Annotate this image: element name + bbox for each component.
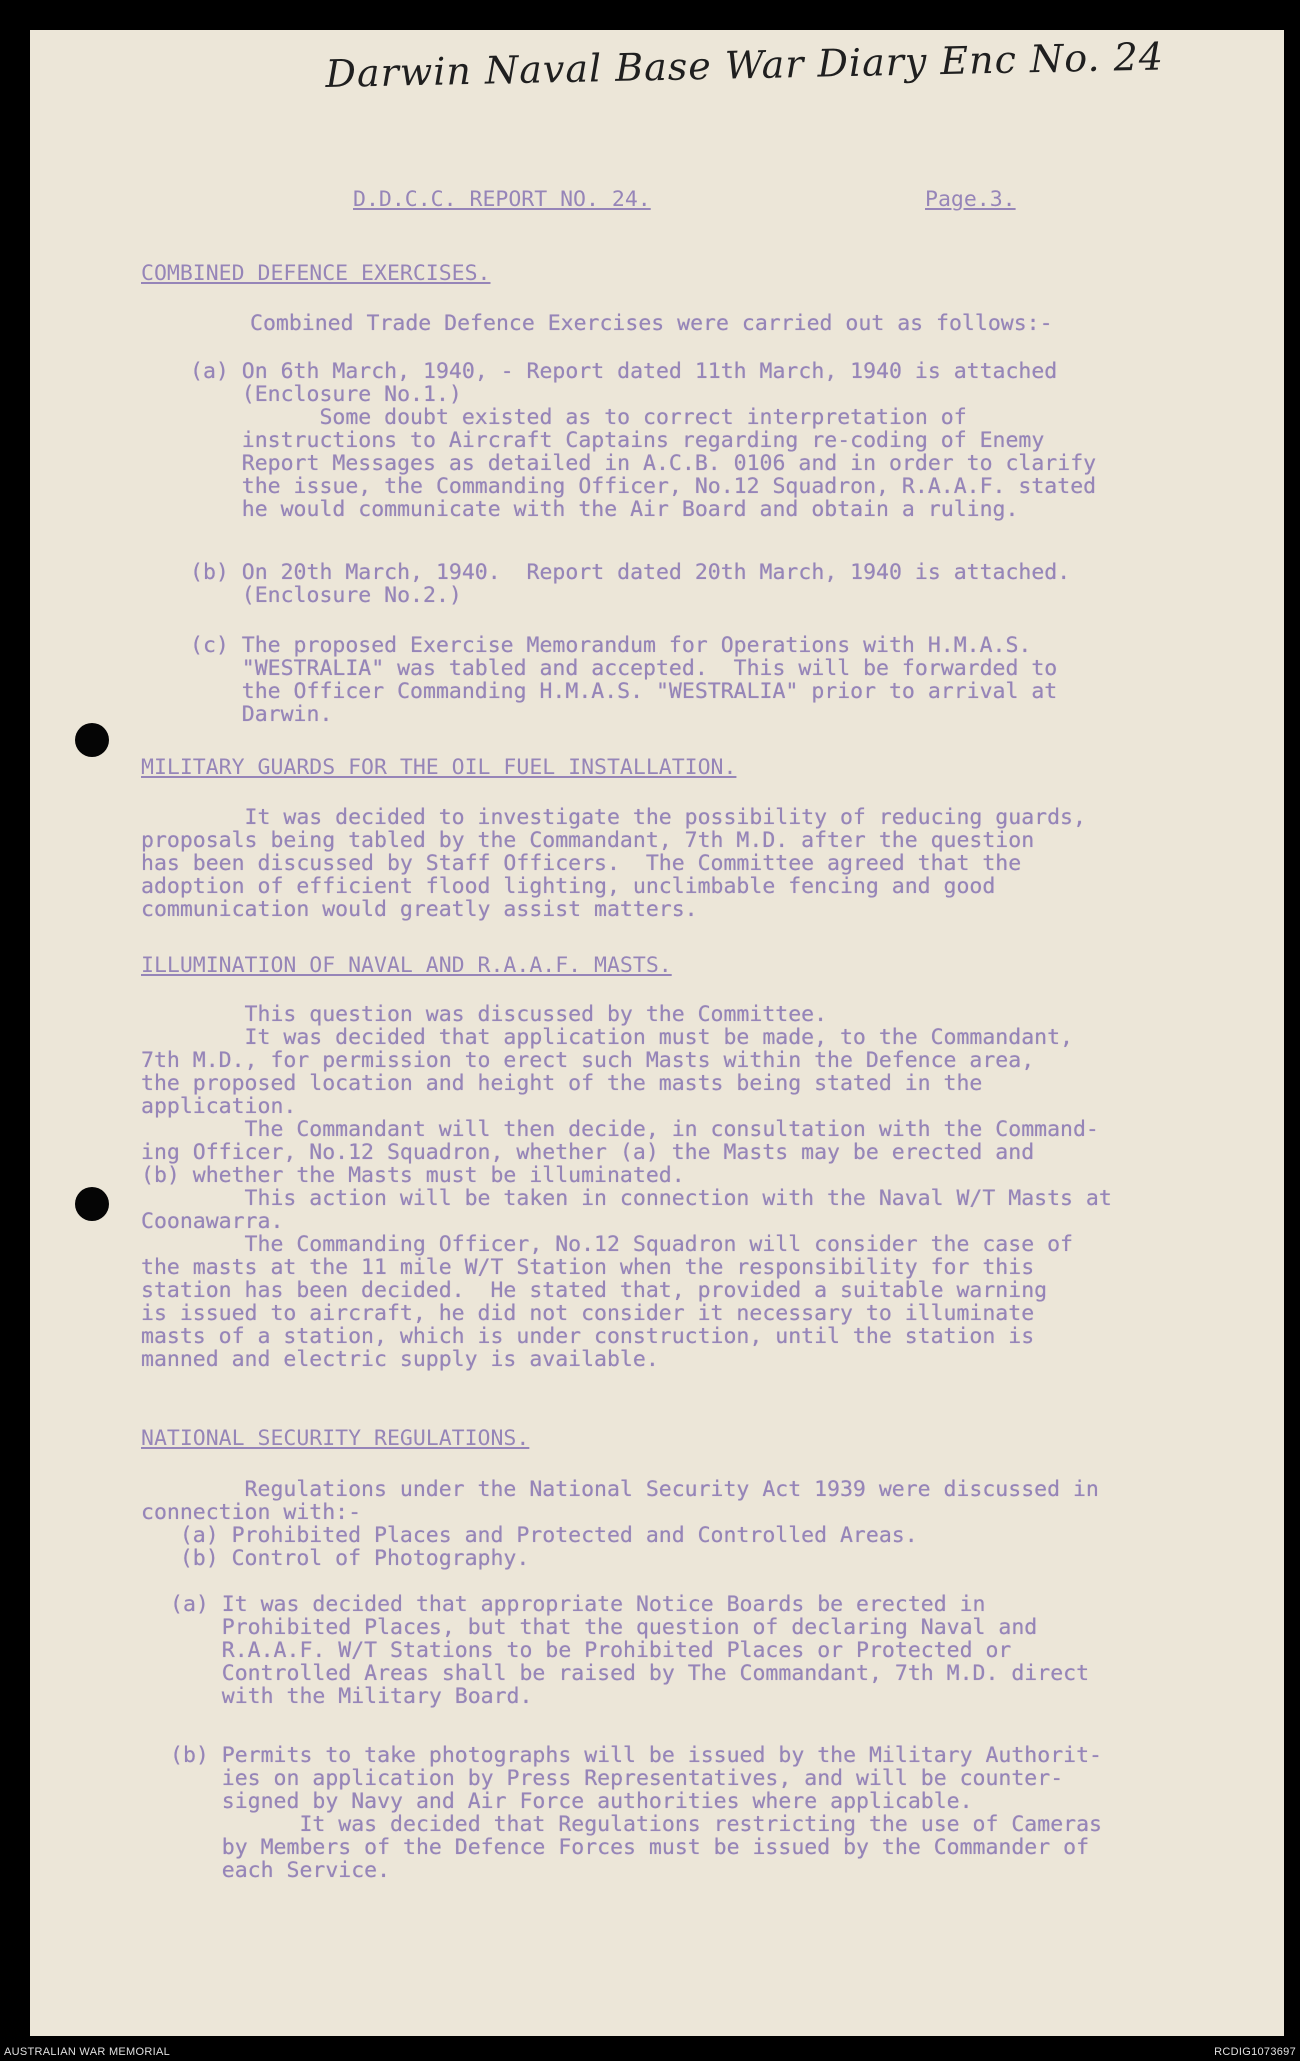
combined-intro: Combined Trade Defence Exercises were carried out as follows:- (250, 311, 1053, 336)
section-heading-military: MILITARY GUARDS FOR THE OIL FUEL INSTALLATION. (141, 755, 737, 780)
illumination-body: This question was discussed by the Committee. It was decided that application must be made, to the Commandant, 7th M.D., for permission to erect such Masts within the Defence area, the proposed location and height of the masts being stated in the application. The Commandant will then decide, in consultation with the Command- ing Officer, No.12 Squadron, whether (a) the Masts may be erected and (b) whether the Masts must be illuminated. This action will be taken in connection with the Naval W/T Masts at Coonawarra. The Commanding Officer, No.12 Squadron will consider the case of the masts at the 11 mile W/T Station when the responsibility for this station has been decided. He stated that, provided a suitable warning is issued to aircraft, he did not consider it necessary to illuminate masts of a station, which is under construction, until the station is manned and electric supply is available. (141, 1002, 1112, 1372)
section-heading-national: NATIONAL SECURITY REGULATIONS. (141, 1426, 530, 1451)
combined-item-b: (b) On 20th March, 1940. Report dated 20th March, 1940 is attached. (Enclosure No.2.) (190, 560, 1071, 608)
military-body: It was decided to investigate the possibility of reducing guards, proposals being tabled by the Commandant, 7th M.D. after the question has been discussed by Staff Officers. The Committee agreed that the adoption of efficient flood lighting, unclimbable fencing and good communication would greatly assist matters. (141, 805, 1086, 922)
national-intro: Regulations under the National Security Act 1939 were discussed in connection with:- (a) Prohibited Places and Protected and Controlled Areas. (b) Control of Photography. (141, 1477, 1099, 1571)
national-item-a: (a) It was decided that appropriate Notice Boards be erected in Prohibited Places, but that the question of declaring Naval and R.A.A.F. W/T Stations to be Prohibited Places or Protected or Controlled Areas shall be raised by The Commandant, 7th M.D. direct with the Military Board. (170, 1592, 1090, 1709)
combined-item-a: (a) On 6th March, 1940, - Report dated 11th March, 1940 is attached (Enclosure No.1.) Some doubt existed as to correct interpretation of instructions to Aircraft Captains regarding re-coding of Enemy Report Messages as detailed in A.C.B. 0106 and in order to clarify the issue, the Commanding Officer, No.12 Squadron, R.A.A.F. stated he would communicate with the Air Board and obtain a ruling. (190, 359, 1097, 522)
page-number: Page.3. (925, 187, 1016, 212)
punch-hole (75, 723, 109, 757)
national-item-b: (b) Permits to take photographs will be issued by the Military Authorit- ies on application by Press Representatives, and will be counter- signed by Navy and Air Force authorities where applicable. It was decided that Regulations restricting the use of Cameras by Members of the Defence Forces must be issued by the Commander of each Service. (170, 1743, 1102, 1883)
combined-item-c: (c) The proposed Exercise Memorandum for Operations with H.M.A.S. "WESTRALIA" was tabled and accepted. This will be forwarded to the Officer Commanding H.M.A.S. "WESTRALIA" prior to arrival at Darwin. (190, 633, 1058, 727)
handwritten-annotation: Darwin Naval Base War Diary Enc No. 24 (325, 34, 1165, 96)
section-heading-illumination: ILLUMINATION OF NAVAL AND R.A.A.F. MASTS. (141, 953, 672, 978)
footer-source: AUSTRALIAN WAR MEMORIAL (4, 2046, 171, 2058)
section-heading-combined: COMBINED DEFENCE EXERCISES. (141, 261, 491, 286)
report-title: D.D.C.C. REPORT NO. 24. (353, 187, 651, 212)
punch-hole (75, 1187, 109, 1221)
footer-record-id: RCDIG1073697 (1214, 2046, 1296, 2058)
